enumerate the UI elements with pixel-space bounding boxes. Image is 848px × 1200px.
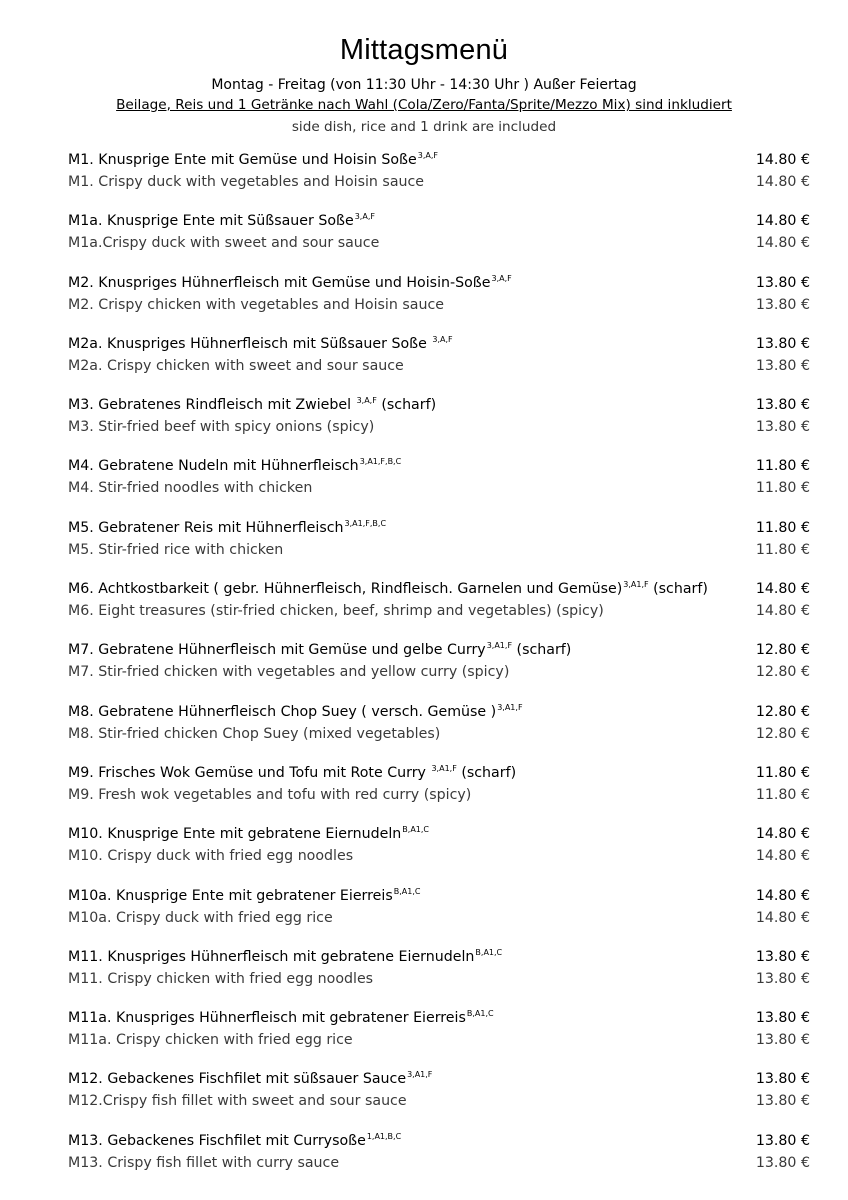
dish-name-de-text: M11. Knuspriges Hühnerfleisch mit gebratene Eiernudeln [68, 948, 475, 965]
dish-name-de-text: M2. Knuspriges Hühnerfleisch mit Gemüse und Hoisin-Soße [68, 274, 491, 291]
allergen-codes: 1,A1,B,C [366, 1131, 402, 1141]
dish-name-de-text: M9. Frisches Wok Gemüse und Tofu mit Rote Curry [68, 764, 431, 781]
menu-item-en-row [68, 723, 810, 745]
menu-item-de-row [68, 702, 810, 723]
allergen-codes: 3,A1,F,B,C [359, 457, 402, 467]
price: 13.80 € [755, 397, 810, 414]
menu-item [68, 518, 810, 579]
dish-name-de [68, 1069, 432, 1090]
page-title: Mittagsmenü [339, 34, 509, 66]
price-en: 12.80 € [755, 664, 810, 681]
dish-name-de [68, 886, 420, 907]
price: 14.80 € [755, 826, 810, 843]
price: 14.80 € [755, 887, 810, 904]
price: 14.80 € [755, 213, 810, 230]
menu-item-en-row [68, 232, 810, 254]
dish-name-en: M11. Crispy chicken with fried egg noodles [68, 970, 374, 987]
menu-item-de-row [68, 886, 810, 907]
price-en: 12.80 € [755, 725, 810, 742]
dish-name-de-text: M5. Gebratener Reis mit Hühnerfleisch [68, 519, 344, 536]
dish-name-en: M12.Crispy fish fillet with sweet and sour sauce [68, 1093, 407, 1110]
price-en: 14.80 € [755, 603, 810, 620]
dish-name-en: M3. Stir-fried beef with spicy onions (spicy) [68, 419, 375, 436]
menu-item [68, 947, 810, 1008]
dish-name-de [68, 947, 502, 968]
dish-name-de [68, 824, 429, 845]
price-en: 13.80 € [755, 1032, 810, 1049]
menu-item [68, 702, 810, 763]
price-en: 14.80 € [755, 848, 810, 865]
dish-name-en: M6. Eight treasures (stir-fried chicken, beef, shrimp and vegetables) (spicy) [68, 603, 604, 620]
dish-name-de [68, 763, 516, 784]
price: 13.80 € [755, 948, 810, 965]
dish-name-de-text: M12. Gebackenes Fischfilet mit süßsauer Sauce [68, 1071, 407, 1088]
menu-item-en-row [68, 1029, 810, 1051]
menu-item-list [68, 150, 810, 1192]
dish-name-de [68, 273, 512, 294]
menu-item-en-row [68, 661, 810, 683]
allergen-codes: 3,A,F [491, 273, 512, 283]
dish-name-en: M13. Crispy fish fillet with curry sauce [68, 1154, 340, 1171]
menu-item-en-row [68, 355, 810, 377]
menu-item-de-row [68, 456, 810, 477]
price: 12.80 € [755, 703, 810, 720]
allergen-codes: B,A1,C [475, 947, 503, 957]
price-en: 13.80 € [755, 357, 810, 374]
menu-item-de-row [68, 395, 810, 416]
dish-name-de-text: M7. Gebratene Hühnerfleisch mit Gemüse und gelbe Curry [68, 642, 486, 659]
dish-name-de [68, 702, 523, 723]
allergen-codes: 3,A1,F [431, 763, 457, 773]
menu-item-de-row [68, 273, 810, 294]
allergen-codes: B,A1,C [466, 1009, 494, 1019]
allergen-codes: 3,A,F [432, 334, 453, 344]
dish-name-de [68, 1131, 401, 1152]
price: 12.80 € [755, 642, 810, 659]
price: 11.80 € [755, 519, 810, 536]
allergen-codes: 3,A,F [356, 396, 377, 406]
menu-item-en-row [68, 784, 810, 806]
menu-header [0, 0, 848, 137]
menu-item [68, 1008, 810, 1069]
dish-name-de-text: M11a. Knuspriges Hühnerfleisch mit gebratener Eierreis [68, 1010, 466, 1027]
menu-item-de-row [68, 1008, 810, 1029]
dish-name-de-text: M2a. Knuspriges Hühnerfleisch mit Süßsauer Soße [68, 335, 432, 352]
menu-item-de-row [68, 150, 810, 171]
menu-item-en-row [68, 845, 810, 867]
dish-name-de [68, 456, 401, 477]
dish-name-de [68, 211, 375, 232]
menu-item-en-row [68, 907, 810, 929]
price-en: 14.80 € [755, 909, 810, 926]
dish-name-en: M2a. Crispy chicken with sweet and sour sauce [68, 357, 404, 374]
dish-name-de [68, 518, 386, 539]
dish-name-en: M5. Stir-fried rice with chicken [68, 541, 284, 558]
dish-note: (scharf) [376, 397, 437, 414]
menu-item-de-row [68, 1069, 810, 1090]
dish-name-en: M4. Stir-fried noodles with chicken [68, 480, 313, 497]
dish-name-de [68, 334, 453, 355]
dish-name-de [68, 579, 708, 600]
menu-item-de-row [68, 334, 810, 355]
dish-name-de-text: M13. Gebackenes Fischfilet mit Currysoße [68, 1132, 366, 1149]
dish-name-en: M10. Crispy duck with fried egg noodles [68, 848, 354, 865]
menu-item-en-row [68, 1152, 810, 1174]
allergen-codes: 3,A1,F [623, 580, 649, 590]
menu-item-de-row [68, 1131, 810, 1152]
menu-item [68, 334, 810, 395]
dish-name-de-text: M4. Gebratene Nudeln mit Hühnerfleisch [68, 458, 359, 475]
price-en: 13.80 € [755, 1154, 810, 1171]
opening-hours: Montag - Freitag (von 11:30 Uhr - 14:30 Uhr ) Außer Feiertag [211, 77, 637, 93]
price-en: 11.80 € [755, 541, 810, 558]
dish-name-en: M11a. Crispy chicken with fried egg rice [68, 1032, 353, 1049]
menu-item-de-row [68, 579, 810, 600]
price-en: 11.80 € [755, 786, 810, 803]
dish-name-en: M1a.Crispy duck with sweet and sour sauce [68, 235, 380, 252]
dish-name-de [68, 1008, 494, 1029]
dish-note: (scharf) [648, 581, 708, 598]
menu-item-de-row [68, 518, 810, 539]
menu-item [68, 1131, 810, 1192]
dish-name-en: M8. Stir-fried chicken Chop Suey (mixed vegetables) [68, 725, 441, 742]
dish-name-de [68, 640, 571, 661]
menu-item-de-row [68, 640, 810, 661]
price: 13.80 € [755, 1132, 810, 1149]
dish-name-en: M2. Crispy chicken with vegetables and Hoisin sauce [68, 296, 444, 313]
menu-item-en-row [68, 294, 810, 316]
price: 14.80 € [755, 152, 810, 168]
dish-name-de-text: M8. Gebratene Hühnerfleisch Chop Suey ( versch. Gemüse ) [68, 703, 497, 720]
dish-name-en: M7. Stir-fried chicken with vegetables and yellow curry (spicy) [68, 664, 510, 681]
dish-name-de-text: M6. Achtkostbarkeit ( gebr. Hühnerfleisch, Rindfleisch. Garnelen und Gemüse) [68, 581, 623, 598]
dish-name-de-text: M10. Knusprige Ente mit gebratene Eiernudeln [68, 826, 402, 843]
price: 14.80 € [755, 581, 810, 598]
menu-item [68, 824, 810, 885]
dish-name-de-text: M1. Knusprige Ente mit Gemüse und Hoisin Soße [68, 152, 417, 168]
price: 11.80 € [755, 458, 810, 475]
allergen-codes: 3,A1,F,B,C [344, 518, 387, 528]
dish-name-de [68, 150, 438, 171]
included-note-de: Beilage, Reis und 1 Getränke nach Wahl (Cola/Zero/Fanta/Sprite/Mezzo Mix) sind inkludiert [116, 97, 732, 113]
price-en: 14.80 € [755, 235, 810, 252]
menu-item [68, 886, 810, 947]
allergen-codes: 3,A1,F [407, 1070, 433, 1080]
menu-item-en-row [68, 477, 810, 499]
price: 11.80 € [755, 764, 810, 781]
allergen-codes: 3,A1,F [486, 641, 513, 651]
menu-item-en-row [68, 1090, 810, 1112]
price: 13.80 € [755, 335, 810, 352]
allergen-codes: 3,A,F [354, 212, 375, 222]
menu-item [68, 273, 810, 334]
menu-item [68, 1069, 810, 1130]
menu-item-en-row [68, 600, 810, 622]
menu-item [68, 395, 810, 456]
price: 13.80 € [755, 1071, 810, 1088]
allergen-codes: B,A1,C [402, 825, 430, 835]
menu-item [68, 763, 810, 824]
dish-name-de-text: M1a. Knusprige Ente mit Süßsauer Soße [68, 213, 354, 230]
dish-name-en: M10a. Crispy duck with fried egg rice [68, 909, 333, 926]
menu-item [68, 150, 810, 211]
menu-item-de-row [68, 947, 810, 968]
dish-name-en: M1. Crispy duck with vegetables and Hoisin sauce [68, 174, 425, 190]
menu-item-de-row [68, 763, 810, 784]
menu-item-de-row [68, 211, 810, 232]
allergen-codes: 3,A1,F [497, 702, 523, 712]
allergen-codes: B,A1,C [393, 886, 421, 896]
price-en: 13.80 € [755, 1093, 810, 1110]
price: 13.80 € [755, 274, 810, 291]
price-en: 13.80 € [755, 419, 810, 436]
menu-item [68, 211, 810, 272]
allergen-codes: 3,A,F [417, 151, 438, 160]
price-en: 14.80 € [755, 174, 810, 190]
price-en: 13.80 € [755, 970, 810, 987]
dish-name-de-text: M3. Gebratenes Rindfleisch mit Zwiebel [68, 397, 356, 414]
menu-item [68, 456, 810, 517]
menu-item-en-row [68, 539, 810, 561]
dish-name-de [68, 395, 436, 416]
menu-item [68, 640, 810, 701]
included-note-en: side dish, rice and 1 drink are included [291, 119, 557, 135]
menu-item-en-row [68, 171, 810, 193]
menu-item-en-row [68, 968, 810, 990]
menu-item [68, 579, 810, 640]
price-en: 13.80 € [755, 296, 810, 313]
dish-name-de-text: M10a. Knusprige Ente mit gebratener Eierreis [68, 887, 393, 904]
dish-note: (scharf) [512, 642, 572, 659]
menu-item-en-row [68, 416, 810, 438]
dish-note: (scharf) [456, 764, 517, 781]
price: 13.80 € [755, 1010, 810, 1027]
menu-item-de-row [68, 824, 810, 845]
dish-name-en: M9. Fresh wok vegetables and tofu with red curry (spicy) [68, 786, 472, 803]
price-en: 11.80 € [755, 480, 810, 497]
